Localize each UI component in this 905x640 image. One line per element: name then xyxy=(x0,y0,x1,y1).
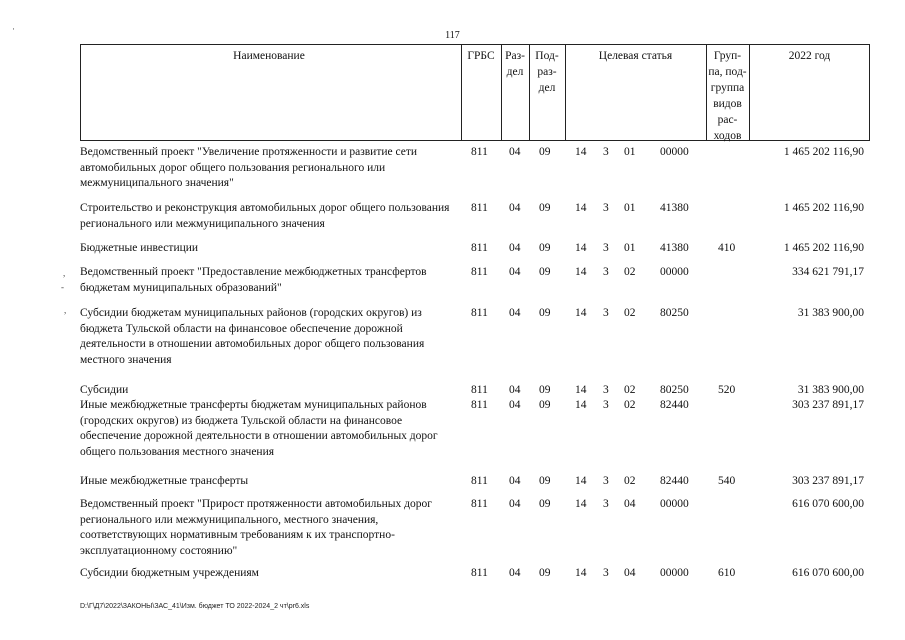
row-target-4: 82440 xyxy=(660,475,689,487)
row-grbs: 811 xyxy=(471,202,488,214)
row-grbs: 811 xyxy=(471,242,488,254)
row-podrazdel: 09 xyxy=(539,399,551,411)
row-target-3: 04 xyxy=(624,567,636,579)
row-target-2: 3 xyxy=(603,475,609,487)
row-target-1: 14 xyxy=(575,242,587,254)
row-sum: 31 383 900,00 xyxy=(797,307,864,319)
row-sum: 31 383 900,00 xyxy=(797,384,864,396)
row-razdel: 04 xyxy=(509,146,521,158)
margin-mark: · xyxy=(12,24,15,34)
row-vid: 540 xyxy=(718,475,736,487)
row-target-2: 3 xyxy=(603,266,609,278)
row-sum: 303 237 891,17 xyxy=(792,399,864,411)
row-target-2: 3 xyxy=(603,498,609,510)
row-name: Ведомственный проект "Прирост протяженности автомобильных дорог регионального или межмуниципального, местного значения, соответствующих нормативным требованиям к их транспортно-эксплуатационному состоянию" xyxy=(80,498,432,557)
header-razdel: Раз- дел xyxy=(505,50,525,78)
row-target-1: 14 xyxy=(575,202,587,214)
row-target-3: 02 xyxy=(624,307,636,319)
row-razdel: 04 xyxy=(509,307,521,319)
row-grbs: 811 xyxy=(471,498,488,510)
header-vid: Груп- па, под- группа видов рас- ходов xyxy=(708,50,747,142)
row-target-3: 02 xyxy=(624,399,636,411)
row-podrazdel: 09 xyxy=(539,242,551,254)
row-target-3: 02 xyxy=(624,475,636,487)
row-razdel: 04 xyxy=(509,266,521,278)
row-target-1: 14 xyxy=(575,475,587,487)
row-razdel: 04 xyxy=(509,475,521,487)
row-podrazdel: 09 xyxy=(539,146,551,158)
page-number: 117 xyxy=(445,30,460,41)
row-vid: 610 xyxy=(718,567,736,579)
row-target-3: 01 xyxy=(624,242,636,254)
row-podrazdel: 09 xyxy=(539,202,551,214)
row-name: Иные межбюджетные трансферты xyxy=(80,475,249,487)
margin-mark: , xyxy=(64,305,67,315)
row-target-1: 14 xyxy=(575,498,587,510)
row-sum: 1 465 202 116,90 xyxy=(783,146,864,158)
row-grbs: 811 xyxy=(471,399,488,411)
file-path-footer: D:\Г\Д7\2022\ЗАКОНЫ\ЗАС_41\Изм. бюджет ТО 2022-2024_2 чт\pr6.xls xyxy=(80,603,310,610)
row-target-3: 01 xyxy=(624,202,636,214)
row-name: Субсидии xyxy=(80,384,129,396)
row-razdel: 04 xyxy=(509,498,521,510)
row-podrazdel: 09 xyxy=(539,498,551,510)
row-target-2: 3 xyxy=(603,307,609,319)
row-target-4: 41380 xyxy=(660,202,689,214)
header-target: Целевая статья xyxy=(598,50,673,62)
row-target-4: 41380 xyxy=(660,242,689,254)
row-target-2: 3 xyxy=(603,384,609,396)
margin-mark: , xyxy=(63,268,66,278)
row-razdel: 04 xyxy=(509,384,521,396)
row-grbs: 811 xyxy=(471,266,488,278)
row-target-4: 00000 xyxy=(660,146,689,158)
row-podrazdel: 09 xyxy=(539,384,551,396)
margin-mark: - xyxy=(61,282,64,292)
row-vid: 410 xyxy=(718,242,736,254)
row-target-1: 14 xyxy=(575,384,587,396)
row-razdel: 04 xyxy=(509,399,521,411)
row-target-4: 00000 xyxy=(660,498,689,510)
row-name: Субсидии бюджетам муниципальных районов (городских округов) из бюджета Тульской области на финансовое обеспечение дорожной деятельности в отношении автомобильных дорог общего пользования местного значения xyxy=(80,307,425,366)
row-name: Ведомственный проект "Предоставление межбюджетных трансфертов бюджетам муниципальных образований" xyxy=(80,266,427,294)
row-razdel: 04 xyxy=(509,202,521,214)
row-target-1: 14 xyxy=(575,399,587,411)
row-sum: 616 070 600,00 xyxy=(792,567,864,579)
header-grbs: ГРБС xyxy=(467,50,495,62)
row-target-2: 3 xyxy=(603,146,609,158)
row-podrazdel: 09 xyxy=(539,567,551,579)
row-target-2: 3 xyxy=(603,567,609,579)
row-grbs: 811 xyxy=(471,307,488,319)
row-target-3: 04 xyxy=(624,498,636,510)
row-name: Ведомственный проект "Увеличение протяженности и развитие сети автомобильных дорог общего пользования регионального или межмуниципального значения" xyxy=(80,146,418,189)
row-sum: 1 465 202 116,90 xyxy=(783,242,864,254)
table-header xyxy=(80,44,870,141)
row-sum: 616 070 600,00 xyxy=(792,498,864,510)
row-target-4: 00000 xyxy=(660,567,689,579)
row-target-1: 14 xyxy=(575,266,587,278)
row-target-1: 14 xyxy=(575,567,587,579)
row-sum: 1 465 202 116,90 xyxy=(783,202,864,214)
row-grbs: 811 xyxy=(471,146,488,158)
header-name: Наименование xyxy=(233,50,305,62)
row-name: Иные межбюджетные трансферты бюджетам муниципальных районов (городских округов) из бюджета Тульской области на финансовое обеспечение дорожной деятельности в отношении автомобильных дорог общего пользования местного значения xyxy=(80,399,438,458)
row-name: Бюджетные инвестиции xyxy=(80,242,199,254)
row-sum: 303 237 891,17 xyxy=(792,475,864,487)
row-target-4: 80250 xyxy=(660,384,689,396)
row-target-1: 14 xyxy=(575,307,587,319)
row-target-1: 14 xyxy=(575,146,587,158)
row-razdel: 04 xyxy=(509,242,521,254)
header-year: 2022 год xyxy=(788,50,831,62)
row-podrazdel: 09 xyxy=(539,266,551,278)
row-target-3: 01 xyxy=(624,146,636,158)
row-target-4: 82440 xyxy=(660,399,689,411)
row-grbs: 811 xyxy=(471,475,488,487)
row-target-3: 02 xyxy=(624,384,636,396)
header-podrazdel: Под- раз- дел xyxy=(535,50,559,94)
row-target-2: 3 xyxy=(603,399,609,411)
row-grbs: 811 xyxy=(471,384,488,396)
row-grbs: 811 xyxy=(471,567,488,579)
row-podrazdel: 09 xyxy=(539,475,551,487)
row-vid: 520 xyxy=(718,384,736,396)
row-target-2: 3 xyxy=(603,202,609,214)
row-name: Строительство и реконструкция автомобильных дорог общего пользования регионального или межмуниципального значения xyxy=(80,202,450,230)
row-target-4: 00000 xyxy=(660,266,689,278)
row-target-3: 02 xyxy=(624,266,636,278)
row-sum: 334 621 791,17 xyxy=(792,266,864,278)
row-razdel: 04 xyxy=(509,567,521,579)
row-target-2: 3 xyxy=(603,242,609,254)
row-podrazdel: 09 xyxy=(539,307,551,319)
row-name: Субсидии бюджетным учреждениям xyxy=(80,567,259,579)
row-target-4: 80250 xyxy=(660,307,689,319)
